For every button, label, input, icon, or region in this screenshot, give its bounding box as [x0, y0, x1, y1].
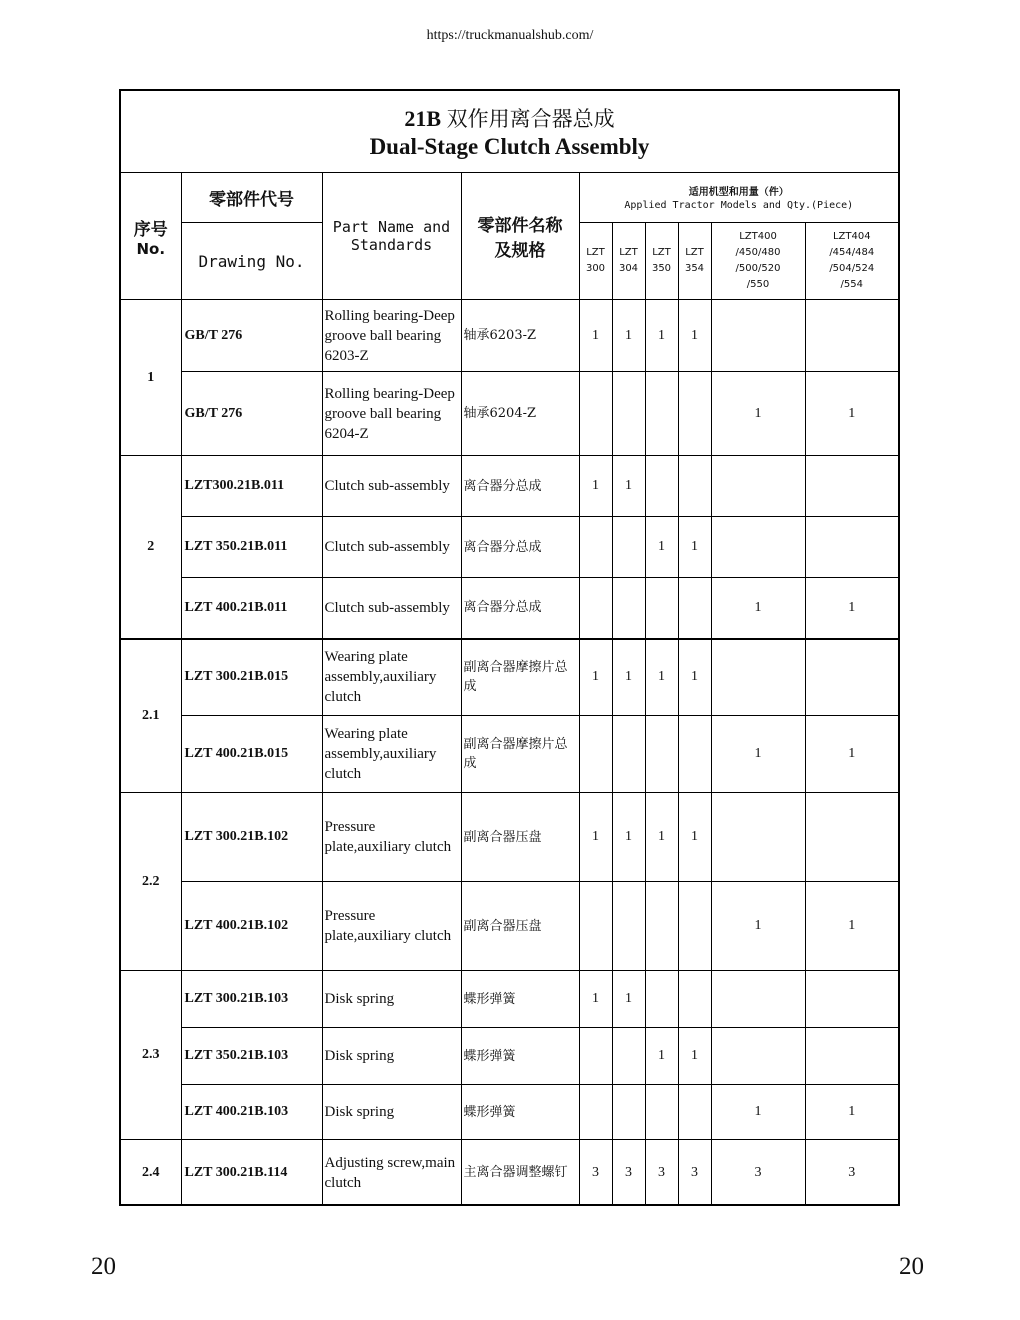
page-number-right: 20 — [899, 1253, 924, 1280]
part-name-cn: 蝶形弹簧 — [461, 1085, 579, 1140]
qty-cell: 1 — [579, 456, 612, 517]
table-row — [121, 578, 898, 639]
qty-cell: 1 — [805, 578, 898, 639]
drawing-number: LZT 300.21B.103 — [181, 971, 322, 1028]
table-row — [121, 971, 898, 1028]
header-drawing-en: Drawing No. — [181, 223, 322, 300]
part-name-cn: 副离合器摩擦片总成 — [461, 639, 579, 716]
qty-cell: 1 — [579, 300, 612, 372]
part-name-en: Disk spring — [322, 1028, 461, 1085]
part-name-cn: 蝶形弹簧 — [461, 971, 579, 1028]
qty-cell: 1 — [805, 882, 898, 971]
item-number: 2.3 — [121, 971, 181, 1140]
qty-cell: 1 — [645, 639, 678, 716]
qty-cell — [612, 882, 645, 971]
qty-cell — [612, 372, 645, 456]
qty-cell: 1 — [645, 517, 678, 578]
parts-table-frame — [119, 89, 900, 1206]
qty-cell: 1 — [612, 971, 645, 1028]
item-number: 2.4 — [121, 1140, 181, 1206]
qty-cell — [645, 971, 678, 1028]
qty-cell: 1 — [579, 971, 612, 1028]
qty-cell — [711, 793, 805, 882]
header-part-name-cn: 零部件名称 及规格 — [461, 173, 579, 300]
table-row — [121, 1028, 898, 1085]
page-number-left: 20 — [91, 1253, 116, 1280]
qty-cell — [678, 1085, 711, 1140]
qty-cell — [678, 716, 711, 793]
drawing-number: LZT 300.21B.114 — [181, 1140, 322, 1206]
drawing-number: LZT 300.21B.015 — [181, 639, 322, 716]
table-row — [121, 300, 898, 372]
qty-cell — [579, 1028, 612, 1085]
header-drawing-cn: 零部件代号 — [181, 173, 322, 223]
qty-cell — [645, 578, 678, 639]
qty-cell: 1 — [678, 639, 711, 716]
model-col-5: LZT400 /450/480 /500/520 /550 — [711, 223, 805, 300]
qty-cell — [805, 517, 898, 578]
table-row — [121, 639, 898, 716]
qty-cell — [805, 456, 898, 517]
header-part-name-en: Part Name and Standards — [322, 173, 461, 300]
qty-cell — [711, 456, 805, 517]
qty-cell — [579, 882, 612, 971]
qty-cell — [612, 578, 645, 639]
drawing-number: GB/T 276 — [181, 300, 322, 372]
table-row — [121, 716, 898, 793]
part-name-en: Clutch sub-assembly — [322, 517, 461, 578]
part-name-cn: 副离合器压盘 — [461, 882, 579, 971]
drawing-number: LZT 350.21B.011 — [181, 517, 322, 578]
drawing-number: LZT 300.21B.102 — [181, 793, 322, 882]
title-en: Dual-Stage Clutch Assembly — [369, 134, 650, 159]
qty-cell — [805, 971, 898, 1028]
qty-cell — [805, 300, 898, 372]
table-row — [121, 882, 898, 971]
qty-cell: 1 — [678, 793, 711, 882]
qty-cell: 1 — [711, 1085, 805, 1140]
model-col-2: LZT 304 — [612, 223, 645, 300]
drawing-number: LZT300.21B.011 — [181, 456, 322, 517]
qty-cell: 1 — [711, 578, 805, 639]
drawing-number: LZT 400.21B.103 — [181, 1085, 322, 1140]
drawing-number: LZT 350.21B.103 — [181, 1028, 322, 1085]
qty-cell — [678, 882, 711, 971]
qty-cell — [579, 372, 612, 456]
qty-cell — [645, 1085, 678, 1140]
part-name-cn: 副离合器摩擦片总成 — [461, 716, 579, 793]
table-row — [121, 517, 898, 578]
qty-cell: 1 — [645, 300, 678, 372]
part-name-en: Clutch sub-assembly — [322, 456, 461, 517]
title-code: 21B — [404, 106, 442, 131]
qty-cell: 1 — [805, 1085, 898, 1140]
title-cn: 双作用离合器总成 — [446, 107, 615, 131]
part-name-en: Disk spring — [322, 1085, 461, 1140]
item-number: 1 — [121, 300, 181, 456]
qty-cell: 1 — [612, 456, 645, 517]
part-name-cn: 轴承6203-Z — [461, 300, 579, 372]
qty-cell: 1 — [579, 793, 612, 882]
part-name-cn: 蝶形弹簧 — [461, 1028, 579, 1085]
qty-cell — [645, 882, 678, 971]
qty-cell — [805, 1028, 898, 1085]
drawing-number: GB/T 276 — [181, 372, 322, 456]
qty-cell — [645, 716, 678, 793]
qty-cell: 1 — [645, 1028, 678, 1085]
qty-cell — [645, 456, 678, 517]
parts-table — [121, 172, 898, 1206]
table-title — [121, 91, 898, 173]
qty-cell — [678, 578, 711, 639]
drawing-number: LZT 400.21B.011 — [181, 578, 322, 639]
qty-cell: 1 — [612, 639, 645, 716]
header-row-1 — [121, 173, 898, 223]
qty-cell: 3 — [645, 1140, 678, 1206]
header-no: 序号 No. — [121, 173, 181, 300]
qty-cell — [645, 372, 678, 456]
qty-cell — [612, 1028, 645, 1085]
qty-cell — [805, 793, 898, 882]
table-row — [121, 793, 898, 882]
item-number: 2.2 — [121, 793, 181, 971]
qty-cell: 1 — [678, 300, 711, 372]
part-name-en: Adjusting screw,main clutch — [322, 1140, 461, 1206]
qty-cell — [711, 517, 805, 578]
qty-cell: 1 — [805, 716, 898, 793]
part-name-cn: 离合器分总成 — [461, 456, 579, 517]
part-name-en: Pressure plate,auxiliary clutch — [322, 882, 461, 971]
qty-cell — [612, 716, 645, 793]
qty-cell: 1 — [678, 517, 711, 578]
table-body — [121, 300, 898, 1206]
part-name-en: Pressure plate,auxiliary clutch — [322, 793, 461, 882]
qty-cell: 1 — [612, 793, 645, 882]
qty-cell: 3 — [678, 1140, 711, 1206]
model-col-6: LZT404 /454/484 /504/524 /554 — [805, 223, 898, 300]
item-number: 2.1 — [121, 639, 181, 793]
part-name-cn: 副离合器压盘 — [461, 793, 579, 882]
qty-cell — [805, 639, 898, 716]
header-applied-models: 适用机型和用量（件） Applied Tractor Models and Qty.(Piece) — [579, 173, 898, 223]
qty-cell — [579, 517, 612, 578]
part-name-cn: 离合器分总成 — [461, 578, 579, 639]
qty-cell: 1 — [678, 1028, 711, 1085]
table-row — [121, 1085, 898, 1140]
qty-cell — [711, 639, 805, 716]
part-name-en: Clutch sub-assembly — [322, 578, 461, 639]
qty-cell — [678, 971, 711, 1028]
qty-cell: 1 — [711, 372, 805, 456]
table-row — [121, 1140, 898, 1206]
qty-cell: 1 — [805, 372, 898, 456]
qty-cell: 3 — [805, 1140, 898, 1206]
qty-cell — [579, 716, 612, 793]
qty-cell — [612, 517, 645, 578]
model-col-3: LZT 350 — [645, 223, 678, 300]
model-col-1: LZT 300 — [579, 223, 612, 300]
part-name-en: Rolling bearing-Deep groove ball bearing 6204-Z — [322, 372, 461, 456]
part-name-en: Disk spring — [322, 971, 461, 1028]
qty-cell: 1 — [711, 716, 805, 793]
qty-cell — [678, 372, 711, 456]
qty-cell — [711, 1028, 805, 1085]
table-row — [121, 456, 898, 517]
qty-cell: 1 — [612, 300, 645, 372]
item-number: 2 — [121, 456, 181, 639]
qty-cell — [579, 1085, 612, 1140]
part-name-en: Wearing plate assembly,auxiliary clutch — [322, 716, 461, 793]
part-name-en: Rolling bearing-Deep groove ball bearing 6203-Z — [322, 300, 461, 372]
source-url[interactable]: https://truckmanualshub.com/ — [426, 28, 594, 43]
qty-cell — [711, 300, 805, 372]
qty-cell — [711, 971, 805, 1028]
qty-cell: 1 — [579, 639, 612, 716]
qty-cell: 1 — [645, 793, 678, 882]
qty-cell: 3 — [612, 1140, 645, 1206]
title-chinese-line — [121, 103, 898, 133]
qty-cell: 3 — [579, 1140, 612, 1206]
part-name-cn: 轴承6204-Z — [461, 372, 579, 456]
part-name-en: Wearing plate assembly,auxiliary clutch — [322, 639, 461, 716]
model-col-4: LZT 354 — [678, 223, 711, 300]
qty-cell: 3 — [711, 1140, 805, 1206]
qty-cell: 1 — [711, 882, 805, 971]
qty-cell — [579, 578, 612, 639]
drawing-number: LZT 400.21B.015 — [181, 716, 322, 793]
drawing-number: LZT 400.21B.102 — [181, 882, 322, 971]
table-row — [121, 372, 898, 456]
qty-cell — [678, 456, 711, 517]
qty-cell — [612, 1085, 645, 1140]
part-name-cn: 主离合器调整螺钉 — [461, 1140, 579, 1206]
part-name-cn: 离合器分总成 — [461, 517, 579, 578]
